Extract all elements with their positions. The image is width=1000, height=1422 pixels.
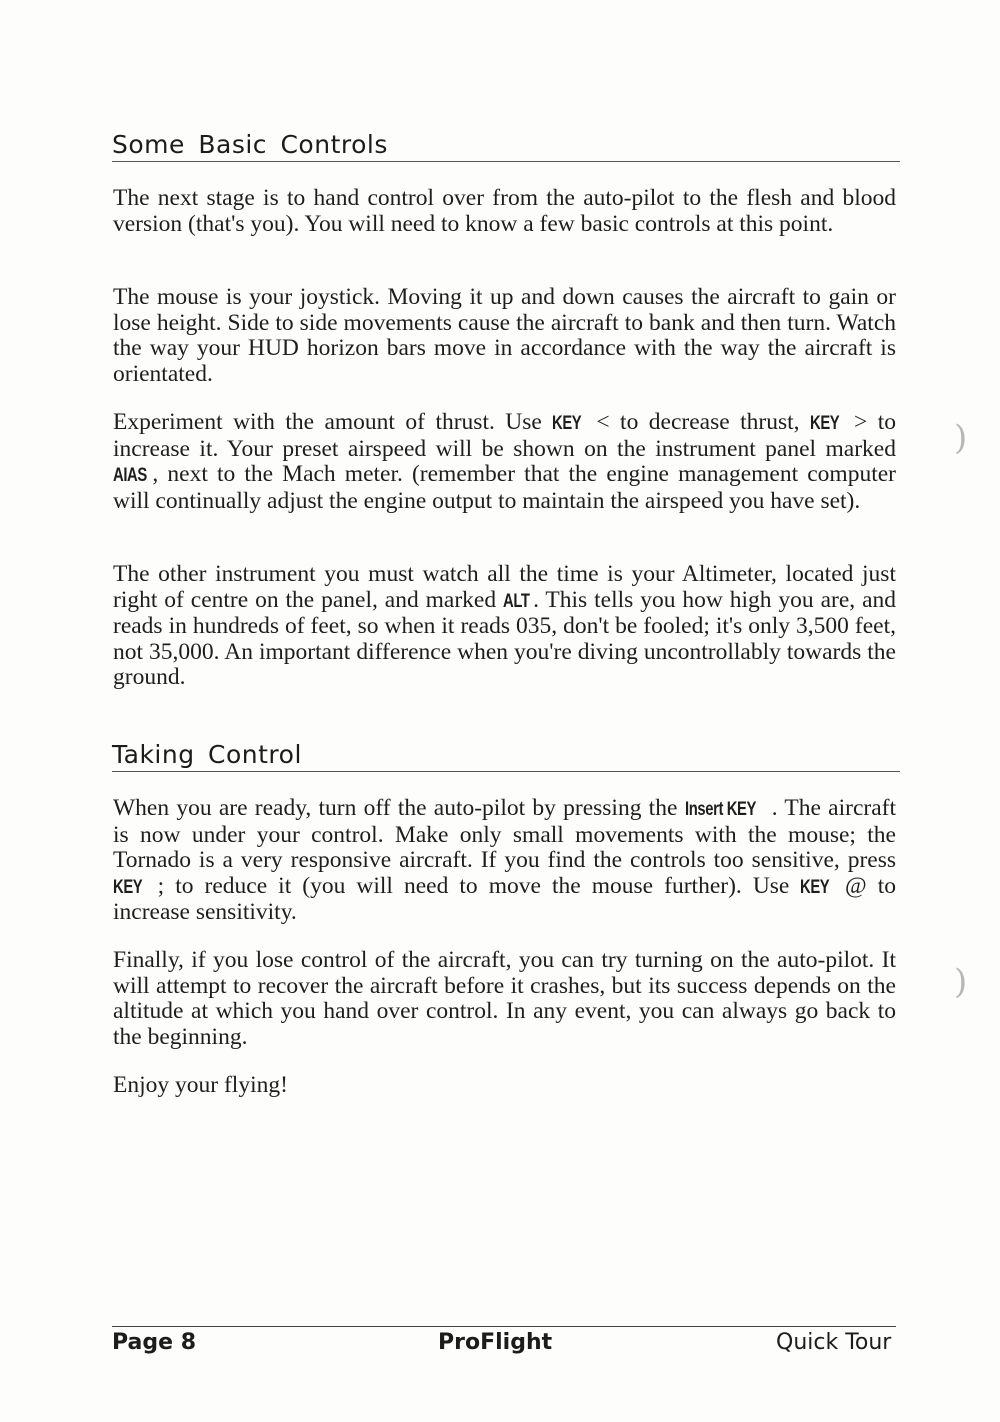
paragraph-taking-control: When you are ready, turn off the auto-pilot by pressing the Insert KEY . The aircraft is now under your control. Make only small movements with the mouse; the Tornado is a very responsive aircraft. If you find the controls too sensitive, press KEY ; to reduce it (you will need to move the mouse further). Use KEY @ to increase sensitivity.: [113, 795, 897, 926]
footer-product-name: ProFlight: [438, 1330, 553, 1355]
key-label: KEY: [552, 413, 582, 434]
paragraph-altimeter: The other instrument you must watch all the time is your Altimeter, located just right of centre on the panel, and marked ALT . This tells you how high you are, and reads in hundreds of feet, so when it reads 035, don't be fooled; it's only 3,500 feet, not 35,000. An important difference when you're diving uncontrollably towards the ground.: [113, 561, 896, 691]
paragraph-recover: Finally, if you lose control of the aircraft, you can try turning on the auto-pilot. It will attempt to recover the aircraft before it crashes, but its success depends on the altitude at which you hand over control. In any event, you can always go back to the beginning.: [113, 947, 896, 1050]
paragraph-enjoy: Enjoy your flying!: [113, 1072, 288, 1098]
footer-rule: [112, 1326, 896, 1327]
paragraph-thrust: Experiment with the amount of thrust. Use KEY < to decrease thrust, KEY > to increase it. Your preset airspeed will be shown on the instrument panel marked AIAS , next to the Mach meter. (remember that the engine management computer will continually adjust the engine output to maintain the airspeed you have set).: [113, 409, 896, 514]
key-label: KEY: [800, 876, 830, 898]
aias-label: AIAS: [113, 465, 147, 487]
section-heading-basic-controls: Some Basic Controls: [112, 130, 900, 162]
footer-page-number: Page 8: [112, 1330, 197, 1355]
binder-hole-mark: ): [954, 418, 968, 458]
binder-hole-mark: ): [954, 962, 968, 1002]
section-heading-taking-control: Taking Control: [112, 740, 900, 772]
insert-key-label: Insert KEY: [684, 799, 756, 820]
key-label: KEY: [809, 413, 840, 434]
key-label: KEY: [113, 876, 143, 898]
footer-section-name: Quick Tour: [776, 1330, 892, 1355]
paragraph-mouse-joystick: The mouse is your joystick. Moving it up and down causes the aircraft to gain or lose height. Side to side movements cause the aircraft to bank and then turn. Watch the way your HUD horizon bars move in accordance with the way the aircraft is orientated.: [113, 284, 896, 387]
paragraph-intro: The next stage is to hand control over from the auto-pilot to the flesh and blood version (that's you). You will need to know a few basic controls at this point.: [113, 185, 896, 237]
alt-label: ALT: [503, 590, 530, 612]
